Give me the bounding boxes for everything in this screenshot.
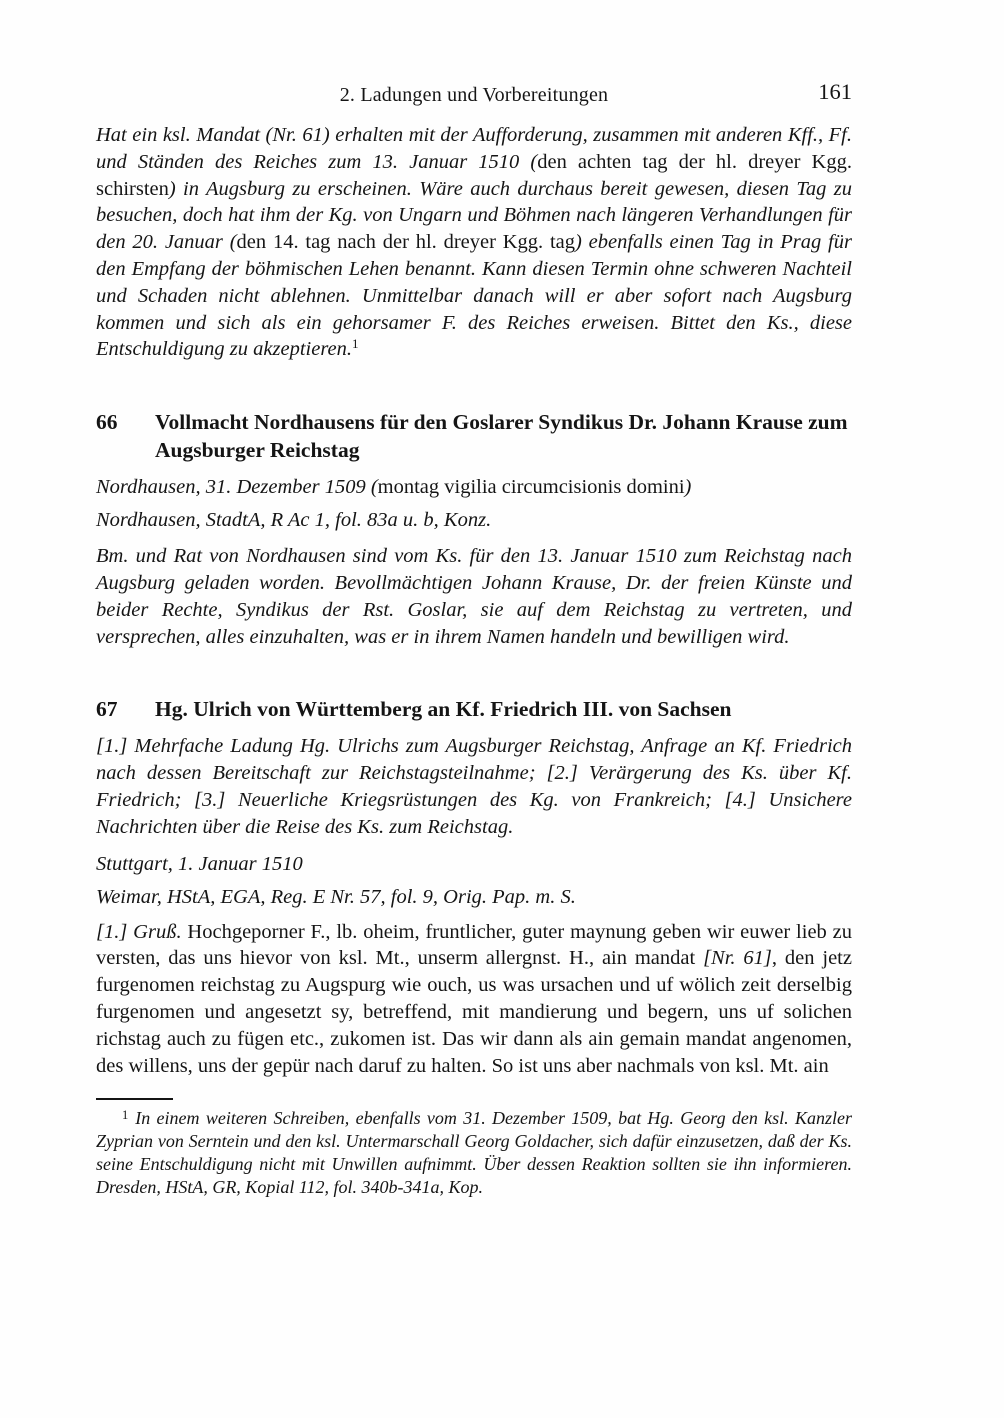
intro-regest-paragraph bbox=[96, 122, 852, 363]
footnote-reference: 1 bbox=[352, 336, 359, 352]
entry-66-heading bbox=[96, 408, 852, 464]
body-text: Hochgeporner F., lb. oheim, fruntlicher, guter maynung geben wir euwer lieb zu versten, das uns hievor von ksl. Mt., unserm allergnst. H., ain mandat bbox=[96, 920, 852, 970]
footnote-number: 1 bbox=[122, 1108, 129, 1123]
entry-title: Hg. Ulrich von Württemberg an Kf. Friedrich III. von Sachsen bbox=[155, 697, 732, 722]
original-quote: den achten tag der hl. dreyer Kgg. schirsten bbox=[96, 150, 852, 200]
entry-67-heading bbox=[96, 695, 852, 723]
entry-66 bbox=[96, 408, 852, 650]
entry-summary: Bm. und Rat von Nordhausen sind vom Ks. für den 13. Januar 1510 zum Reichstag nach Augsburg geladen worden. Bevollmächtigen Johann Krause, Dr. der freien Künste und beider Rechte, Syndikus der Rst. Goslar, sie auf dem Reichstag zu vertreten, und versprechen, alles einzuhalten, was er in ihrem Namen handeln und bewilligen wird. bbox=[96, 545, 852, 648]
entry-number: 67 bbox=[96, 697, 118, 722]
document-cross-reference: [Nr. 61] bbox=[703, 947, 772, 970]
body-text: , den jetz furgenomen reichstag zu Augspurg wie ouch, us was ursachen und uf wölich zeit derselbig furgenomen und angesetzt sy, betreffend, mit mandierung und begern, uns uf solichen richstag auch zu fügen etc., zukomen ist. Das wir dann als ain gemain mandat angenomen, des willens, uns der gepür nach daruf zu halten. So ist uns aber nachmals von ksl. Mt. ain bbox=[96, 947, 852, 1077]
page-header bbox=[96, 79, 852, 108]
original-quote: den 14. tag nach der hl. dreyer Kgg. tag bbox=[236, 231, 576, 254]
footnote bbox=[96, 1107, 852, 1199]
dateline-place-date: Nordhausen, 31. Dezember 1509 ( bbox=[96, 476, 378, 499]
footnote-separator bbox=[96, 1098, 173, 1100]
regest-text: ) in Augsburg zu erscheinen. Wäre auch durchaus bereit gewesen, diesen Tag zu besuchen, doch hat ihm der Kg. von Ungarn und Böhmen nach längeren Verhandlungen für den 20. Januar ( bbox=[96, 177, 852, 254]
entry-67 bbox=[96, 695, 852, 1079]
body-section-label: [1.] Gruß. bbox=[96, 920, 182, 943]
entry-regest-summary: [1.] Mehrfache Ladung Hg. Ulrichs zum Augsburger Reichstag, Anfrage an Kf. Friedrich nach dessen Bereitschaft zur Reichstagsteilnahme; [2.] Verärgerung des Ks. über Kf. Friedrich; [3.] Neuerliche Kriegsrüstungen des Kg. von Frankreich; [4.] Unsichere Nachrichten über die Reise des Ks. zum Reichstag. bbox=[96, 735, 852, 838]
entry-archive-reference: Nordhausen, StadtA, R Ac 1, fol. 83a u. b, Konz. bbox=[96, 509, 492, 532]
footnote-text: In einem weiteren Schreiben, ebenfalls vom 31. Dezember 1509, bat Hg. Georg den ksl. Kanzler Zyprian von Serntein und den ksl. Untermarschall Georg Goldacher, sich dafür einzusetzen, daß der Ks. seine Entschuldigung nicht mit Unwillen aufnimmt. Über dessen Reaktion sollten sie ihn informieren. Dresden, HStA, GR, Kopial 112, fol. 340b-341a, Kop. bbox=[96, 1108, 852, 1198]
entry-dateline: Stuttgart, 1. Januar 1510 bbox=[96, 852, 303, 875]
entry-number: 66 bbox=[96, 410, 118, 435]
entry-body-text bbox=[96, 919, 852, 1080]
entry-dateline bbox=[96, 474, 852, 500]
footnote-section bbox=[96, 1098, 852, 1199]
running-head: 2. Ladungen und Vorbereitungen bbox=[339, 84, 609, 106]
entry-archive-reference: Weimar, HStA, EGA, Reg. E Nr. 57, fol. 9, Orig. Pap. m. S. bbox=[96, 885, 576, 908]
page-number: 161 bbox=[818, 79, 852, 104]
entry-title: Vollmacht Nordhausens für den Goslarer Syndikus Dr. Johann Krause zum Augsburger Reichstag bbox=[155, 410, 848, 463]
original-date-quote: montag vigilia circumcisionis domini bbox=[377, 476, 685, 499]
regest-text: Hat ein ksl. Mandat (Nr. 61) erhalten mit der Aufforderung, zusammen mit anderen Kff., Ff. und Ständen des Reiches zum 13. Januar 1510 ( bbox=[96, 124, 852, 173]
regest-text: ) ebenfalls einen Tag in Prag für den Empfang der böhmischen Lehen benannt. Kann diesen Termin ohne schweren Nachteil und Schaden nicht ablehnen. Unmittelbar danach will er aber sofort nach Augsburg kommen und sich als ein gehorsamer F. des Reiches erweisen. Bittet den Ks., diese Entschuldigung zu akzeptieren. bbox=[96, 231, 852, 361]
dateline-close: ) bbox=[684, 476, 692, 499]
